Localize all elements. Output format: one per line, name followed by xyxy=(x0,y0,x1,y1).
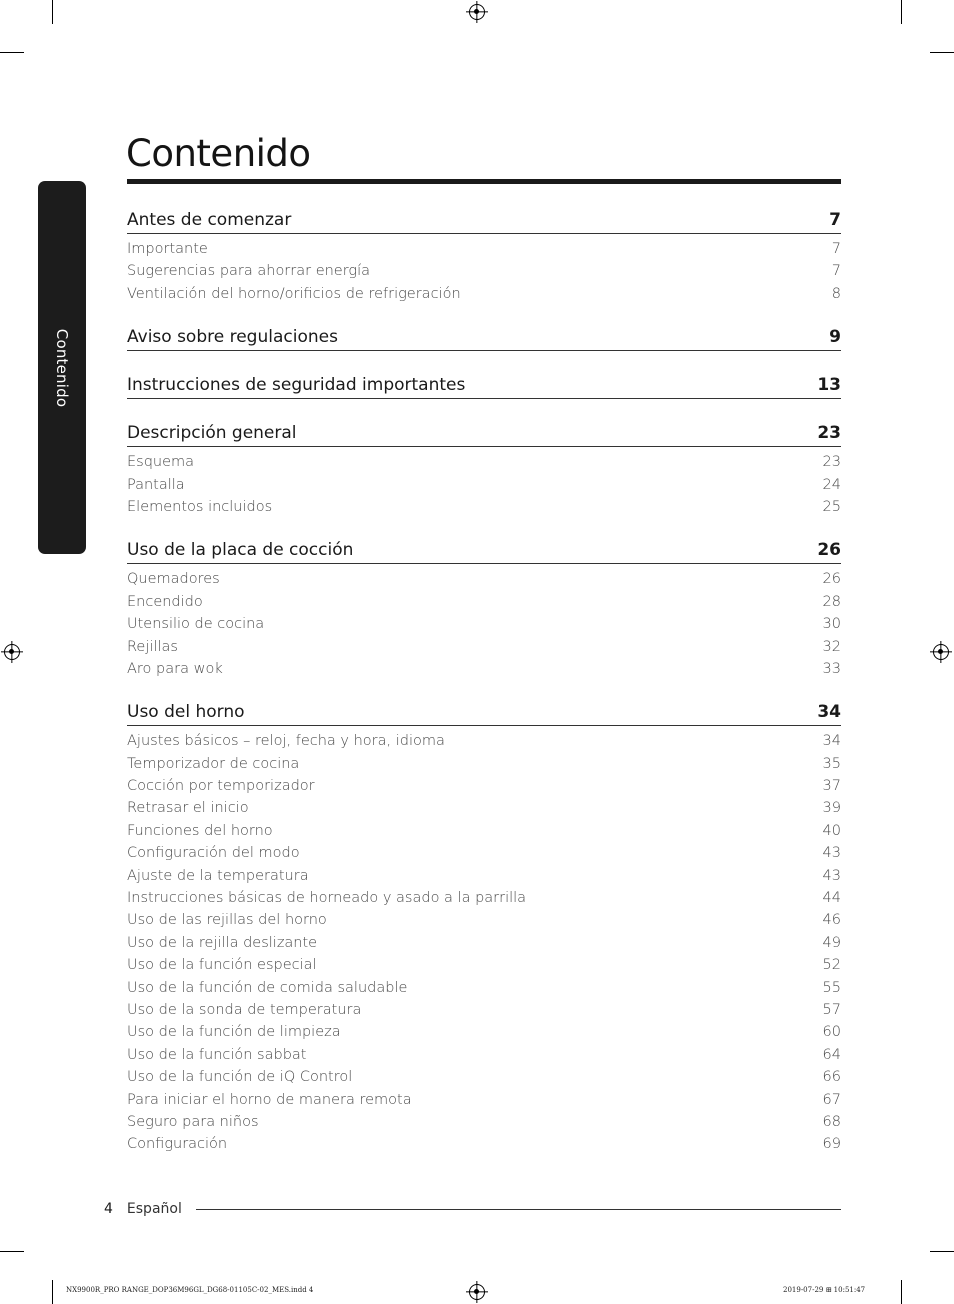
toc-item[interactable] xyxy=(127,451,841,473)
registration-mark-icon xyxy=(469,1284,485,1300)
toc-item-label: Retrasar el inicio xyxy=(127,800,249,817)
toc-items xyxy=(127,564,841,680)
toc-item-page: 64 xyxy=(822,1046,841,1063)
toc-items xyxy=(127,726,841,1155)
toc-items xyxy=(127,234,841,305)
toc-item[interactable] xyxy=(127,1133,841,1155)
toc-item-page: 39 xyxy=(822,800,841,817)
toc-item-label: Ventilación del horno/orificios de refrigeración xyxy=(127,285,461,302)
toc-item-page: 43 xyxy=(822,867,841,884)
toc-item-label: Ajuste de la temperatura xyxy=(127,867,309,884)
side-tab-label: Contenido xyxy=(53,328,71,407)
toc-item-page: 37 xyxy=(822,778,841,795)
crop-mark xyxy=(901,1280,902,1304)
crop-mark xyxy=(0,1251,24,1252)
toc-item[interactable] xyxy=(127,658,841,680)
toc-item-label: Utensilio de cocina xyxy=(127,616,265,633)
toc-section-page: 13 xyxy=(817,375,841,396)
crop-mark xyxy=(901,0,902,24)
toc-item-label: Uso de la función especial xyxy=(127,957,317,974)
toc-section-page: 23 xyxy=(817,423,841,444)
toc-section-title: Instrucciones de seguridad importantes xyxy=(127,375,466,396)
toc-section xyxy=(127,536,841,680)
toc-item[interactable] xyxy=(127,730,841,752)
side-tab xyxy=(38,181,86,554)
page-number: 4 xyxy=(104,1201,113,1217)
toc-item-label: Temporizador de cocina xyxy=(127,755,300,772)
toc-item-page: 46 xyxy=(822,912,841,929)
footer-language: Español xyxy=(126,1201,182,1217)
toc-item-page: 26 xyxy=(822,571,841,588)
toc-item[interactable] xyxy=(127,238,841,260)
toc-item[interactable] xyxy=(127,909,841,931)
toc-items xyxy=(127,447,841,518)
crop-mark xyxy=(0,52,24,53)
toc-item-page: 35 xyxy=(822,755,841,772)
toc-item-page: 44 xyxy=(822,890,841,907)
toc-section xyxy=(127,698,841,1155)
registration-mark-icon xyxy=(4,644,20,660)
toc-item-page: 55 xyxy=(822,979,841,996)
crop-mark xyxy=(52,1280,53,1304)
toc-item-label: Encendido xyxy=(127,593,203,610)
toc-item[interactable] xyxy=(127,496,841,518)
toc-item[interactable] xyxy=(127,887,841,909)
toc-item[interactable] xyxy=(127,1044,841,1066)
toc-section-heading[interactable] xyxy=(127,206,841,234)
toc-item-page: 68 xyxy=(822,1113,841,1130)
registration-mark-icon xyxy=(933,644,949,660)
toc-section xyxy=(127,206,841,305)
title-rule xyxy=(127,179,841,184)
toc-item[interactable] xyxy=(127,842,841,864)
toc-item-page: 23 xyxy=(822,454,841,471)
toc-item-label: Configuración xyxy=(127,1136,228,1153)
toc-item-label: Elementos incluidos xyxy=(127,498,273,515)
toc-item[interactable] xyxy=(127,1066,841,1088)
registration-mark-icon xyxy=(469,4,485,20)
toc-section-title: Antes de comenzar xyxy=(127,210,292,230)
toc-section-heading[interactable] xyxy=(127,419,841,447)
toc-item-label: Uso de la sonda de temperatura xyxy=(127,1001,362,1018)
toc-item-page: 8 xyxy=(831,285,841,302)
toc-item-label: Instrucciones básicas de horneado y asado a la parrilla xyxy=(127,890,527,907)
toc-item-label: Pantalla xyxy=(127,476,185,493)
toc-item[interactable] xyxy=(127,797,841,819)
toc-item-page: 43 xyxy=(822,845,841,862)
crop-mark xyxy=(930,1251,954,1252)
toc-item-label: Funciones del horno xyxy=(127,822,273,839)
toc-item-label: Sugerencias para ahorrar energía xyxy=(127,263,371,280)
toc-item[interactable] xyxy=(127,1111,841,1133)
toc-item-label: Importante xyxy=(127,241,208,257)
toc-item-page: 40 xyxy=(822,822,841,839)
toc-item-page: 67 xyxy=(822,1091,841,1108)
toc-item[interactable] xyxy=(127,591,841,613)
toc-item-page: 57 xyxy=(822,1001,841,1018)
toc-item-page: 60 xyxy=(822,1024,841,1041)
toc-item[interactable] xyxy=(127,954,841,976)
toc-item-label: Uso de la función de iQ Control xyxy=(127,1069,353,1086)
toc-item-label: Esquema xyxy=(127,454,195,471)
toc-item[interactable] xyxy=(127,613,841,635)
toc-section-heading[interactable] xyxy=(127,698,841,726)
toc-item-label: Uso de las rejillas del horno xyxy=(127,912,327,929)
toc-item-page: 69 xyxy=(822,1136,841,1153)
toc-item-page: 52 xyxy=(822,957,841,974)
toc-item[interactable] xyxy=(127,260,841,282)
toc-item[interactable] xyxy=(127,636,841,658)
toc-item-page: 24 xyxy=(822,476,841,493)
toc-item-label: Uso de la función de limpieza xyxy=(127,1024,341,1041)
toc-item[interactable] xyxy=(127,1021,841,1043)
toc-item-page: 66 xyxy=(822,1069,841,1086)
toc-section-page: 26 xyxy=(817,540,841,561)
toc-item-label: Quemadores xyxy=(127,571,220,588)
print-slug-left: NX9900R_PRO RANGE_DOP36M96GL_DG68-01105C-02_MES.indd 4 xyxy=(66,1286,314,1294)
toc-item[interactable] xyxy=(127,753,841,775)
toc-item[interactable] xyxy=(127,977,841,999)
toc-item-label: Uso de la función sabbat xyxy=(127,1046,307,1063)
toc-section xyxy=(127,323,841,351)
toc-section-heading[interactable] xyxy=(127,536,841,564)
toc-item[interactable] xyxy=(127,865,841,887)
toc-section-heading[interactable] xyxy=(127,371,841,399)
toc-item[interactable] xyxy=(127,1089,841,1111)
toc-item-page: 7 xyxy=(831,263,841,280)
toc-section-title: Uso de la placa de cocción xyxy=(127,540,354,561)
table-of-contents xyxy=(127,206,841,1174)
crop-mark xyxy=(52,0,53,24)
toc-section-title: Descripción general xyxy=(127,423,297,444)
toc-item-page: 34 xyxy=(822,733,841,750)
page-title: Contenido xyxy=(126,132,311,175)
print-slug-right: 2019-07-29 ⊞ 10:51:47 xyxy=(783,1286,866,1294)
toc-section-page: 7 xyxy=(829,210,841,230)
toc-item[interactable] xyxy=(127,999,841,1021)
toc-section xyxy=(127,371,841,399)
toc-section-page: 9 xyxy=(829,327,841,348)
toc-item-label: Aro para wok xyxy=(127,660,223,677)
toc-item-label: Uso de la función de comida saludable xyxy=(127,979,408,996)
toc-item[interactable] xyxy=(127,283,841,305)
toc-section-heading[interactable] xyxy=(127,323,841,351)
footer-rule xyxy=(196,1209,841,1210)
toc-item[interactable] xyxy=(127,820,841,842)
toc-item[interactable] xyxy=(127,932,841,954)
toc-item-label: Rejillas xyxy=(127,638,178,655)
toc-section-page: 34 xyxy=(817,702,841,723)
crop-mark xyxy=(930,52,954,53)
toc-item[interactable] xyxy=(127,775,841,797)
toc-item-page: 33 xyxy=(822,660,841,677)
toc-item[interactable] xyxy=(127,568,841,590)
toc-section-title: Aviso sobre regulaciones xyxy=(127,327,338,348)
toc-item-page: 7 xyxy=(831,241,841,257)
page-footer xyxy=(104,1201,841,1217)
toc-item-label: Ajustes básicos – reloj, fecha y hora, idioma xyxy=(127,733,445,750)
toc-item-page: 32 xyxy=(822,638,841,655)
toc-item-page: 49 xyxy=(822,934,841,951)
toc-item-label: Uso de la rejilla deslizante xyxy=(127,934,318,951)
toc-item[interactable] xyxy=(127,474,841,496)
toc-item-label: Cocción por temporizador xyxy=(127,778,315,795)
toc-section xyxy=(127,419,841,518)
toc-item-page: 28 xyxy=(822,593,841,610)
toc-item-label: Para iniciar el horno de manera remota xyxy=(127,1091,412,1108)
toc-item-page: 30 xyxy=(822,616,841,633)
toc-item-label: Configuración del modo xyxy=(127,845,300,862)
toc-item-page: 25 xyxy=(822,498,841,515)
toc-item-label: Seguro para niños xyxy=(127,1113,259,1130)
toc-section-title: Uso del horno xyxy=(127,702,245,723)
